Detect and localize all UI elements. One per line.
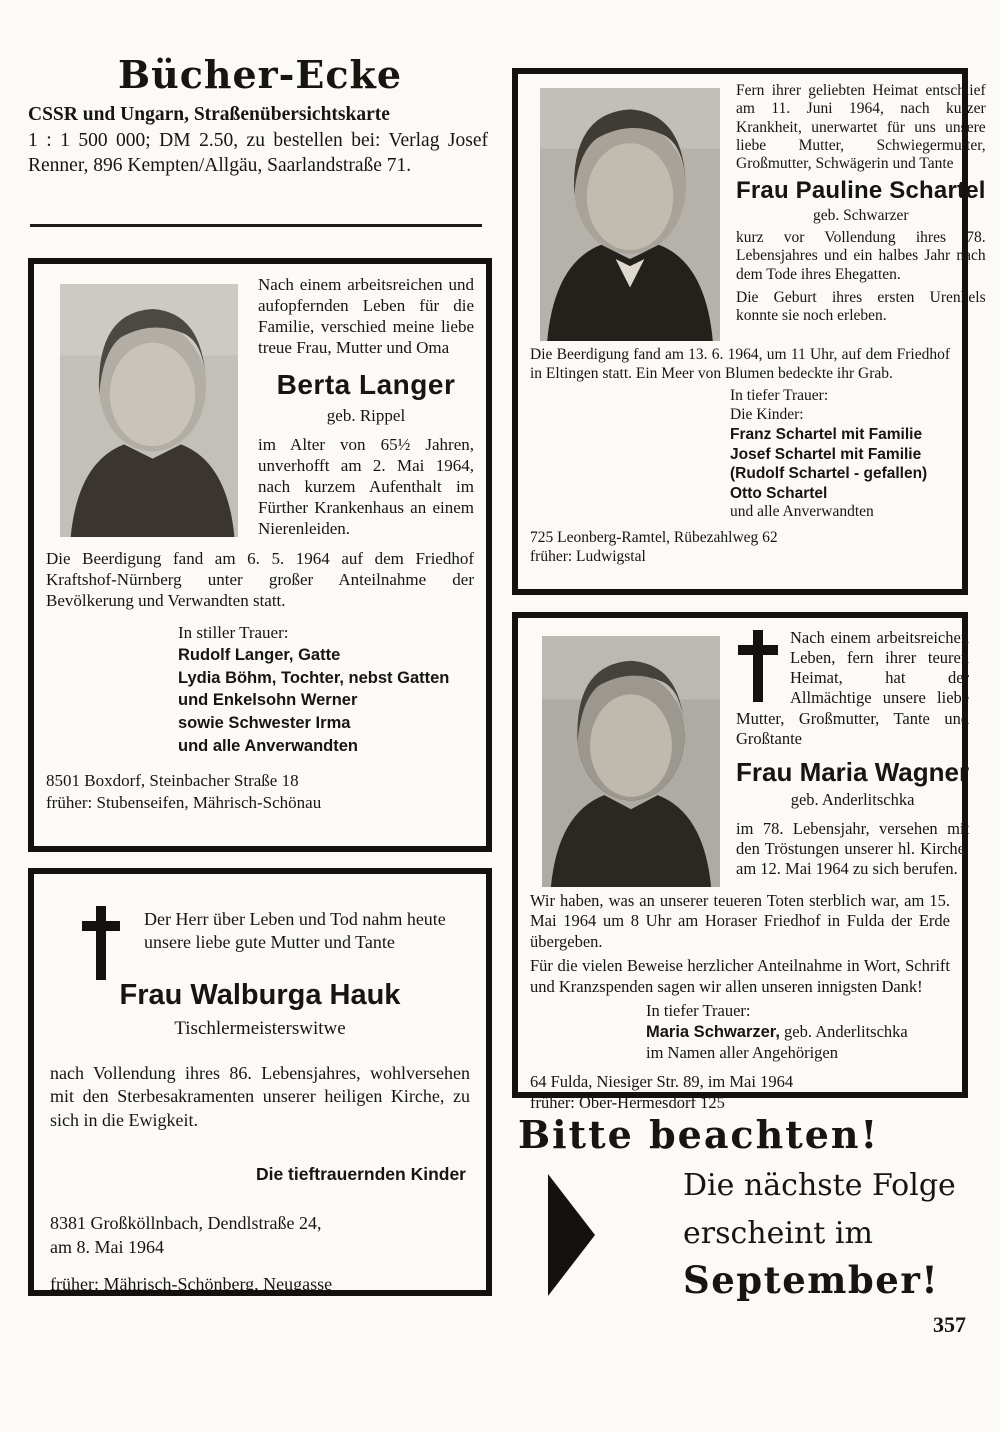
address-block-langer <box>46 770 474 814</box>
mourner-line: sowie Schwester Irma <box>178 714 351 733</box>
burial-text-schartel: Die Beerdigung fand am 13. 6. 1964, um 11 Uhr, auf dem Friedhof in Eltingen statt. Ein Meer von Blumen bedeckte ihr Grab. <box>530 346 950 382</box>
right-arrow-icon <box>548 1174 595 1296</box>
subtitle-hauk: Tischlermeisterswitwe <box>174 1017 346 1039</box>
cross-icon <box>738 630 778 702</box>
cross-icon <box>82 906 120 980</box>
deceased-name-wagner: Frau Maria Wagner <box>736 756 970 787</box>
mourners-block-langer <box>178 622 474 758</box>
mourner-line: Josef Schartel mit Familie <box>730 445 922 463</box>
mourner-line: und Enkelsohn Werner <box>178 691 358 710</box>
buecher-ecke-text <box>28 102 488 179</box>
address-line: 8381 Großköllnbach, Dendlstraße 24, <box>50 1212 322 1233</box>
address-block-wagner <box>530 1072 950 1113</box>
deceased-name-schartel: Frau Pauline Schartel <box>736 177 986 205</box>
address-block-hauk <box>50 1211 472 1260</box>
death-details-wagner: im 78. Lebensjahr, versehen mit den Tröstungen unserer hl. Kirche, am 12. Mai 1964 zu sich berufen. <box>736 818 970 878</box>
mourning-label-schartel: In tiefer Trauer: <box>730 387 829 405</box>
maiden-name-wagner: geb. Anderlitschka <box>790 790 915 810</box>
kinder-label-schartel: Die Kinder: <box>730 406 804 424</box>
mourner-name-suffix: geb. Anderlitschka <box>784 1021 908 1041</box>
obituary-box-hauk <box>28 868 492 1296</box>
death-details-langer: im Alter von 65½ Jahren, unverhofft am 2. Mai 1964, nach kurzem Aufenthalt im Fürther Krankenhaus an einem Nierenleiden. <box>258 435 474 539</box>
portrait-photo-illustration <box>60 284 238 537</box>
address-line: früher: Stubenseifen, Mährisch-Schönau <box>46 792 322 812</box>
address-line: früher: Ober-Hermesdorf 125 <box>530 1092 725 1112</box>
thanks-text-wagner: Für die vielen Beweise herzlicher Anteilnahme in Wort, Schrift und Kranzspenden sagen wir allen unseren innigsten Dank! <box>530 956 950 996</box>
buecher-ecke-title: Bücher-Ecke <box>117 52 403 97</box>
book-item-title: CSSR und Ungarn, Straßenübersichtskarte <box>28 104 390 125</box>
mourner-line <box>646 1022 950 1043</box>
portrait-photo-illustration <box>540 88 720 341</box>
address-line: 64 Fulda, Niesiger Str. 89, im Mai 1964 <box>530 1072 794 1092</box>
obituary-intro-hauk: Der Herr über Leben und Tod nahm heute unsere liebe gute Mutter und Tante <box>144 909 446 953</box>
obituary-intro-wagner: Nach einem arbeitsreichen Leben, fern ihrer teuren Heimat, hat der Allmächtige unsere liebe Mutter, Großmutter, Tante und Großtante <box>736 628 970 748</box>
death-details-schartel: kurz vor Vollendung ihres 78. Lebensjahres und ein halbes Jahr nach dem Tode ihres Ehegatten. <box>736 229 986 283</box>
address-line: früher: Ludwigstal <box>530 547 646 565</box>
notice-title: Bitte beachten! <box>518 1112 880 1157</box>
burial-text-wagner: Wir haben, was an unserer teueren Toten sterblich war, am 15. Mai 1964 um 8 Uhr am Horaser Friedhof in Fulda der Erde übergeben. <box>530 891 950 951</box>
notice-line3: September! <box>683 1258 940 1302</box>
mourner-line: Franz Schartel mit Familie <box>730 426 923 443</box>
burial-text-langer: Die Beerdigung fand am 6. 5. 1964 auf dem Friedhof Kraftshof-Nürnberg unter großer Anteilnahme der Bevölkerung und Verwandten statt. <box>46 548 474 611</box>
mourner-line: und alle Anverwandten <box>730 503 874 521</box>
notice-line2: erscheint im <box>683 1216 873 1251</box>
mourner-line: Otto Schartel <box>730 484 828 502</box>
address-block-schartel <box>530 529 950 567</box>
address-line: am 8. Mai 1964 <box>50 1237 164 1258</box>
mourners-block-wagner <box>646 1001 950 1063</box>
obituary-intro-schartel: Fern ihrer geliebten Heimat entschlief am 11. Juni 1964, nach kurzer Krankheit, unerwartet für uns unsere liebe Mutter, Schwiegermutter, Großmutter, Schwägerin und Tante <box>736 82 986 173</box>
deceased-name-langer: Berta Langer <box>276 369 456 401</box>
maiden-name-langer: geb. Rippel <box>326 406 406 426</box>
portrait-photo-langer <box>60 284 238 537</box>
mourner-line: Lydia Böhm, Tochter, nebst Gatten <box>178 668 450 687</box>
portrait-photo-illustration <box>542 636 720 887</box>
mourning-label-wagner: In tiefer Trauer: <box>646 1001 751 1021</box>
mourners-block-schartel <box>730 387 950 522</box>
portrait-photo-wagner <box>542 636 720 887</box>
section-divider-rule <box>30 224 482 227</box>
obituary-box-schartel <box>512 68 986 595</box>
obituary-box-langer <box>28 258 492 852</box>
mourning-label-langer: In stiller Trauer: <box>178 622 289 642</box>
urenkel-text-schartel: Die Geburt ihres ersten Urenkels konnte sie noch erleben. <box>736 288 986 325</box>
obituary-intro-langer: Nach einem arbeitsreichen und aufopfernden Leben für die Familie, verschied meine liebe treue Frau, Mutter und Oma <box>258 275 474 358</box>
mourner-line: und alle Anverwandten <box>178 736 359 755</box>
former-address-hauk: früher: Mährisch-Schönberg, Neugasse <box>50 1273 333 1294</box>
address-line: 725 Leonberg-Ramtel, Rübezahlweg 62 <box>530 528 778 546</box>
obituary-box-wagner <box>512 612 970 1112</box>
page-number: 357 <box>933 1312 966 1337</box>
notice-line1: Die nächste Folge <box>683 1168 956 1203</box>
address-line: 8501 Boxdorf, Steinbacher Straße 18 <box>46 770 299 790</box>
mourner-name: Maria Schwarzer, <box>646 1022 780 1041</box>
mourners-hauk: Die tieftrauernden Kinder <box>255 1163 466 1184</box>
mourner-line: (Rudolf Schartel - gefallen) <box>730 465 928 483</box>
mourner-line: im Namen aller Angehörigen <box>646 1042 838 1062</box>
portrait-photo-schartel <box>540 88 720 341</box>
book-item-details: 1 : 1 500 000; DM 2.50, zu bestellen bei: Verlag Josef Renner, 896 Kempten/Allgäu, Saarlandstraße 71. <box>28 129 488 177</box>
deceased-name-hauk: Frau Walburga Hauk <box>119 978 401 1011</box>
maiden-name-schartel: geb. Schwarzer <box>813 206 909 224</box>
death-details-hauk: nach Vollendung ihres 86. Lebensjahres, wohlversehen mit den Sterbesakramenten unserer heiligen Kirche, zu sich in die Ewigkeit. <box>50 1062 470 1130</box>
mourner-line: Rudolf Langer, Gatte <box>178 645 341 664</box>
